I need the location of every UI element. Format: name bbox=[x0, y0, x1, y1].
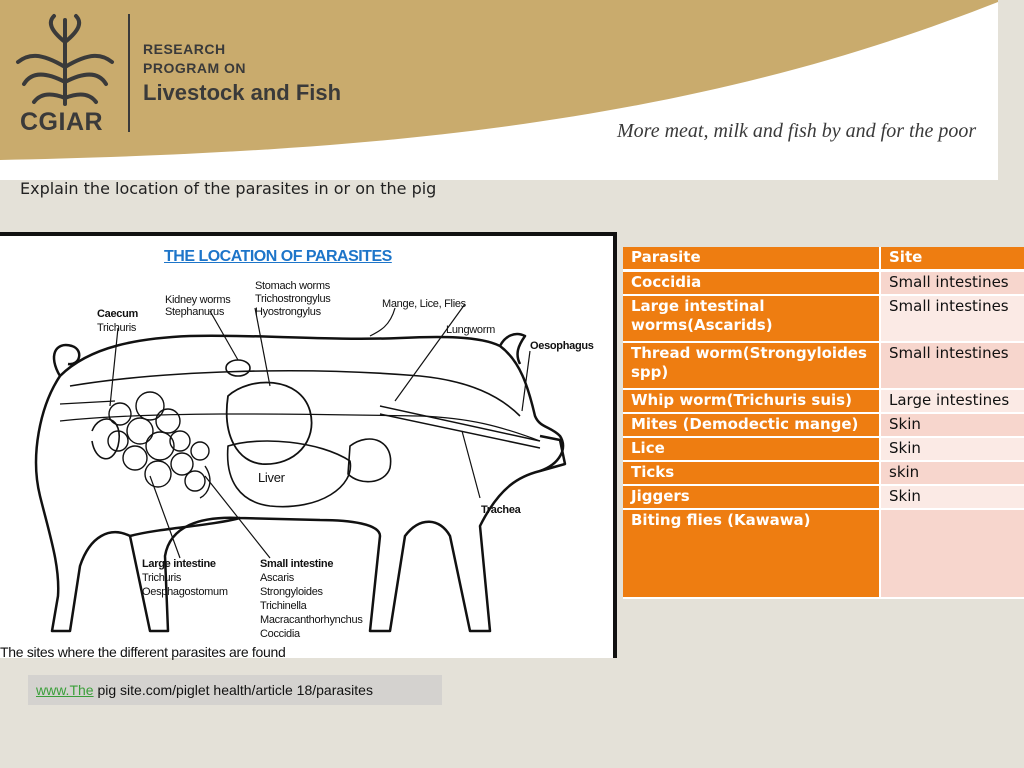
site-cell: Small intestines bbox=[881, 343, 1024, 390]
label-small-1: Ascaris bbox=[260, 572, 294, 584]
site-cell: skin bbox=[881, 462, 1024, 486]
table-row bbox=[623, 438, 1024, 462]
label-caecum: Caecum bbox=[97, 308, 138, 320]
label-large-2: Oesphagostomum bbox=[142, 586, 228, 598]
diagram-title: THE LOCATION OF PARASITES bbox=[164, 248, 392, 265]
table-row bbox=[623, 272, 1024, 296]
label-lungworm: Lungworm bbox=[446, 324, 495, 336]
question-prompt: Explain the location of the parasites in or on the pig bbox=[20, 179, 437, 198]
table-row bbox=[623, 390, 1024, 414]
program-name bbox=[143, 40, 341, 108]
source-link[interactable]: www.The bbox=[36, 682, 94, 698]
parasite-cell: Ticks bbox=[623, 462, 881, 486]
label-stomach-2: Trichostrongylus bbox=[255, 293, 331, 305]
header-banner bbox=[0, 0, 998, 180]
table-header-row bbox=[623, 247, 1024, 272]
label-trachea: Trachea bbox=[481, 504, 521, 516]
label-small-3: Trichinella bbox=[260, 600, 307, 612]
label-caecum-parasite: Trichuris bbox=[97, 322, 137, 334]
parasite-cell: Biting flies (Kawawa) bbox=[623, 510, 881, 599]
site-cell bbox=[881, 510, 1024, 599]
label-kidney-1: Kidney worms bbox=[165, 294, 231, 306]
label-large-1: Trichuris bbox=[142, 572, 182, 584]
site-cell: Skin bbox=[881, 438, 1024, 462]
label-small-5: Coccidia bbox=[260, 628, 300, 640]
label-oesophagus: Oesophagus bbox=[530, 340, 594, 352]
table-row bbox=[623, 343, 1024, 390]
label-small-2: Strongyloides bbox=[260, 586, 323, 598]
label-kidney-2: Stephanurus bbox=[165, 306, 225, 318]
table-row bbox=[623, 414, 1024, 438]
parasite-cell: Jiggers bbox=[623, 486, 881, 510]
label-liver: Liver bbox=[258, 470, 285, 485]
label-mange: Mange, Lice, Flies bbox=[382, 298, 466, 310]
label-stomach-1: Stomach worms bbox=[255, 280, 330, 292]
header-site: Site bbox=[881, 247, 1024, 272]
parasite-cell: Coccidia bbox=[623, 272, 881, 296]
logo-divider bbox=[128, 14, 130, 132]
parasite-diagram bbox=[0, 232, 617, 658]
label-small-intestine: Small intestine bbox=[260, 558, 334, 570]
site-cell: Small intestines bbox=[881, 272, 1024, 296]
parasite-table bbox=[623, 247, 1024, 599]
label-large-intestine: Large intestine bbox=[142, 558, 216, 570]
label-small-4: Macracanthorhynchus bbox=[260, 614, 363, 626]
header-parasite: Parasite bbox=[623, 247, 881, 272]
parasite-cell: Mites (Demodectic mange) bbox=[623, 414, 881, 438]
label-stomach-3: Hyostrongylus bbox=[255, 306, 321, 318]
site-cell: Large intestines bbox=[881, 390, 1024, 414]
program-line-3: Livestock and Fish bbox=[143, 80, 342, 105]
table-row bbox=[623, 296, 1024, 343]
parasite-cell: Whip worm(Trichuris suis) bbox=[623, 390, 881, 414]
logo-text: CGIAR bbox=[20, 108, 104, 136]
parasite-cell: Large intestinal worms(Ascarids) bbox=[623, 296, 881, 343]
source-reference bbox=[28, 675, 442, 705]
parasite-cell: Lice bbox=[623, 438, 881, 462]
source-rest: pig site.com/piglet health/article 18/parasites bbox=[93, 682, 373, 698]
site-cell: Skin bbox=[881, 414, 1024, 438]
program-line-2: PROGRAM ON bbox=[143, 60, 246, 76]
table-row bbox=[623, 486, 1024, 510]
site-cell: Skin bbox=[881, 486, 1024, 510]
tagline: More meat, milk and fish by and for the poor bbox=[617, 120, 977, 142]
table-row bbox=[623, 510, 1024, 599]
parasite-cell: Thread worm(Strongyloides spp) bbox=[623, 343, 881, 390]
program-line-1: RESEARCH bbox=[143, 41, 226, 57]
diagram-caption: The sites where the different parasites are found bbox=[0, 644, 286, 660]
table-row bbox=[623, 462, 1024, 486]
site-cell: Small intestines bbox=[881, 296, 1024, 343]
